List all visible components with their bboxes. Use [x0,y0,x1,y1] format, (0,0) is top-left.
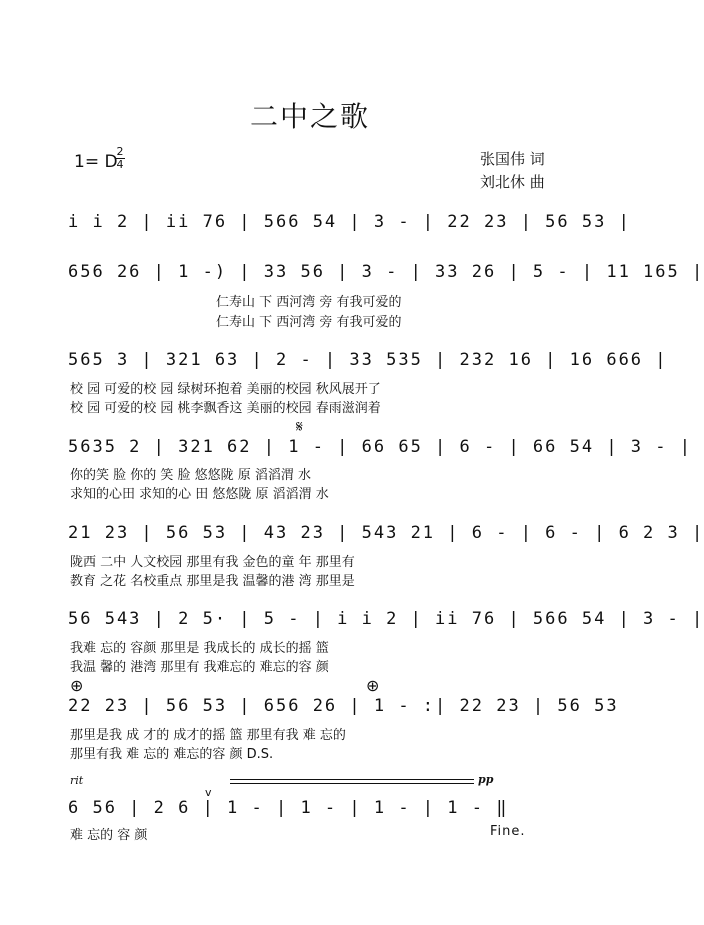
lyrics-line-7-verse-1: 那里是我 成 才的 成才的摇 篮 那里有我 难 忘的 [70,728,346,743]
lyrics-line-5-verse-1: 陇西 二中 人文校园 那里有我 金色的童 年 那里有 [70,555,355,570]
notation-line-5: 21 23 | 56 53 | 43 23 | 543 21 | 6 - | 6 - | 6 2 3 | [68,523,704,543]
ritardando-marking: rit [70,774,84,787]
fine-marking: Fine. [490,824,526,839]
breath-mark: v [205,786,212,799]
notation-line-7: 22 23 | 56 53 | 656 26 | 1 - :| 22 23 | 56 53 [68,696,619,716]
song-title: 二中之歌 [249,100,370,133]
notation-line-8: 6 56 | 2 6 | 1 - | 1 - | 1 - | 1 - ‖ [68,798,509,818]
lyrics-line-4-verse-2: 求知的心田 求知的心 田 悠悠陇 原 滔滔渭 水 [70,487,329,502]
lyrics-line-3-verse-1: 校 园 可爱的校 园 绿树环抱着 美丽的校园 秋风展开了 [70,382,381,397]
lyrics-line-2-verse-1: 仁寿山 下 西河湾 旁 有我可爱的 [216,295,402,310]
meter-top: 2 [116,145,124,158]
lyrics-line-2-verse-2: 仁寿山 下 西河湾 旁 有我可爱的 [216,315,402,330]
lyricist-credit: 张国伟 词 [480,150,545,168]
time-signature [114,147,126,170]
lyrics-line-6-verse-1: 我难 忘的 容颜 那里是 我成长的 成长的摇 篮 [70,641,329,656]
meter-bottom: 4 [116,158,124,171]
pianissimo-marking: pp [478,773,494,786]
coda-icon-2: ⊕ [366,676,380,695]
lyrics-line-4-verse-1: 你的笑 脸 你的 笑 脸 悠悠陇 原 滔滔渭 水 [70,468,312,483]
notation-line-1: i i 2 | ii 76 | 566 54 | 3 - | 22 23 | 56 53 | [68,212,631,232]
lyrics-line-8: 难 忘的 容 颜 [70,828,148,843]
notation-line-3: 565 3 | 321 63 | 2 - | 33 535 | 232 16 | 16 666 | [68,350,668,370]
notation-line-6: 56 543 | 2 5· | 5 - | i i 2 | ii 76 | 566 54 | 3 - | [68,609,704,629]
segno-icon: 𝄋 [296,417,303,436]
lyrics-line-5-verse-2: 教育 之花 名校重点 那里是我 温馨的港 湾 那里是 [70,574,355,589]
lyrics-line-3-verse-2: 校 园 可爱的校 园 桃李飘香这 美丽的校园 春雨滋润着 [70,401,381,416]
lyrics-line-7-verse-2: 那里有我 难 忘的 难忘的容 颜 D.S. [70,747,274,762]
notation-line-4: 5635 2 | 321 62 | 1 - | 66 65 | 6 - | 66 54 | 3 - | [68,437,692,457]
diminuendo-line-bottom [230,783,474,784]
key-signature: 1= D [74,152,118,172]
composer-credit: 刘北休 曲 [480,173,545,191]
lyrics-line-6-verse-2: 我温 馨的 港湾 那里有 我难忘的 难忘的容 颜 [70,660,329,675]
diminuendo-line-top [230,779,474,780]
coda-icon: ⊕ [70,676,84,695]
notation-line-2: 656 26 | 1 -) | 33 56 | 3 - | 33 26 | 5 - | 11 165 | [68,262,704,282]
